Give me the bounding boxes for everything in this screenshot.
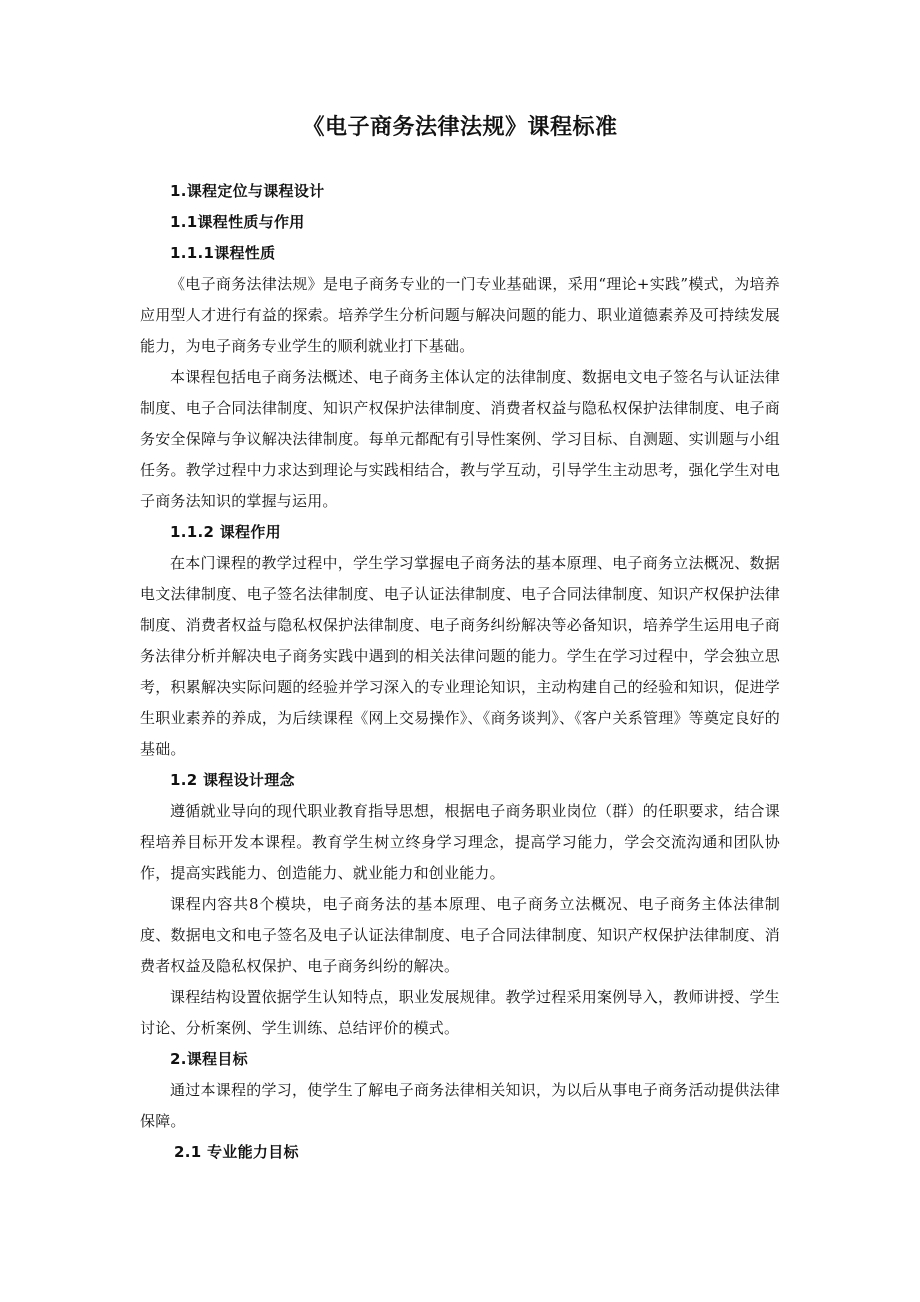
document-title: 《电子商务法律法规》课程标准 [302,115,618,140]
paragraph: 通过本课程的学习，使学生了解电子商务法律相关知识，为以后从事电子商务活动提供法律保障。 [140,1081,780,1130]
document-body [140,176,780,1168]
heading-1-1-2: 1.1.2 课程作用 [170,523,281,541]
paragraph: 遵循就业导向的现代职业教育指导思想，根据电子商务职业岗位（群）的任职要求，结合课程培养目标开发本课程。教育学生树立终身学习理念，提高学习能力，学会交流沟通和团队协作，提高实践能力、创造能力、就业能力和创业能力。 [140,802,780,882]
heading-1-1-1: 1.1.1课程性质 [170,244,276,262]
paragraph: 在本门课程的教学过程中，学生学习掌握电子商务法的基本原理、电子商务立法概况、数据电文法律制度、电子签名法律制度、电子认证法律制度、电子合同法律制度、知识产权保护法律制度、消费者权益与隐私权保护法律制度、电子商务纠纷解决等必备知识，培养学生运用电子商务法律分析并解决电子商务实践中遇到的相关法律问题的能力。学生在学习过程中，学会独立思考，积累解决实际问题的经验并学习深入的专业理论知识，主动构建自己的经验和知识，促进学生职业素养的养成，为后续课程《网上交易操作》、《商务谈判》、《客户关系管理》等奠定良好的基础。 [140,554,780,758]
heading-1-1: 1.1课程性质与作用 [170,213,305,231]
paragraph: 课程结构设置依据学生认知特点，职业发展规律。教学过程采用案例导入，教师讲授、学生讨论、分析案例、学生训练、总结评价的模式。 [140,988,780,1037]
heading-1-2: 1.2 课程设计理念 [170,771,295,789]
paragraph: 《电子商务法律法规》是电子商务专业的一门专业基础课，采用“理论+实践”模式，为培养应用型人才进行有益的探索。培养学生分析问题与解决问题的能力、职业道德素养及可持续发展能力，为电子商务专业学生的顺利就业打下基础。 [140,275,780,355]
heading-2: 2.课程目标 [170,1050,248,1068]
heading-1: 1.课程定位与课程设计 [170,182,325,200]
paragraph: 课程内容共8个模块，电子商务法的基本原理、电子商务立法概况、电子商务主体法律制度、数据电文和电子签名及电子认证法律制度、电子合同法律制度、知识产权保护法律制度、消费者权益及隐私权保护、电子商务纠纷的解决。 [140,895,780,975]
heading-2-1: 2.1 专业能力目标 [174,1143,299,1161]
paragraph: 本课程包括电子商务法概述、电子商务主体认定的法律制度、数据电文电子签名与认证法律制度、电子合同法律制度、知识产权保护法律制度、消费者权益与隐私权保护法律制度、电子商务安全保障与争议解决法律制度。每单元都配有引导性案例、学习目标、自测题、实训题与小组任务。教学过程中力求达到理论与实践相结合，教与学互动，引导学生主动思考，强化学生对电子商务法知识的掌握与运用。 [140,368,780,510]
